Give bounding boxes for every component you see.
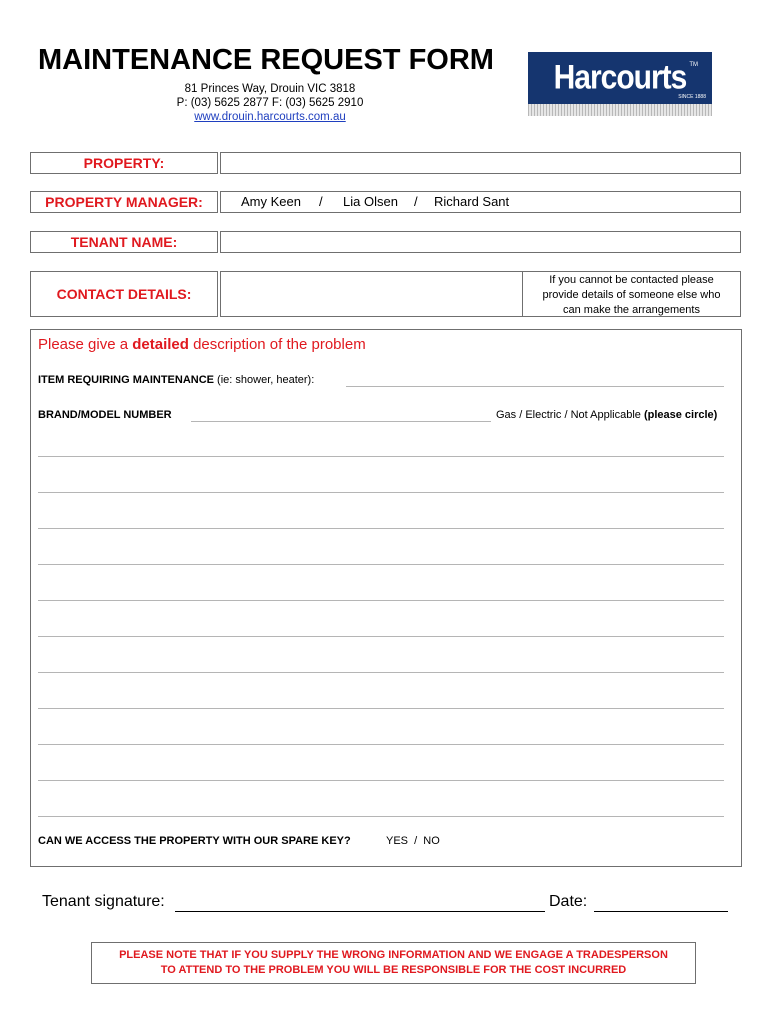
description-line[interactable] [38, 528, 724, 529]
fuel-hint: (please circle) [643, 409, 718, 421]
office-phone: P: (03) 5625 2877 F: (03) 5625 2910 [176, 97, 364, 109]
manager-option-amy[interactable]: Amy Keen [241, 194, 301, 209]
heading-prefix: Please give a [38, 336, 133, 353]
logo-stripes [528, 104, 712, 116]
office-address: 81 Princes Way, Drouin VIC 3818 [184, 83, 356, 95]
manager-separator: / [414, 194, 418, 209]
logo-wordmark: Harcourts [553, 58, 687, 97]
warning-line: TO ATTEND TO THE PROBLEM YOU WILL BE RESPONSIBLE FOR THE COST INCURRED [160, 964, 627, 976]
tenant-signature-line[interactable] [175, 911, 545, 912]
logo-trademark: TM [689, 62, 698, 68]
brand-model-label [38, 409, 172, 421]
property-manager-field[interactable] [220, 191, 741, 213]
description-section [30, 329, 742, 867]
contact-note-line: If you cannot be contacted please [549, 274, 714, 286]
description-line[interactable] [38, 816, 724, 817]
description-line[interactable] [38, 564, 724, 565]
tenant-name-label: TENANT NAME: [30, 231, 218, 253]
harcourts-logo [528, 52, 712, 104]
item-hint: (ie: shower, heater): [214, 374, 315, 386]
contact-note-line: provide details of someone else who [542, 289, 721, 301]
manager-option-richard[interactable]: Richard Sant [434, 194, 510, 209]
contact-note-line: can make the arrangements [563, 304, 700, 316]
form-title: MAINTENANCE REQUEST FORM [38, 44, 494, 76]
description-line[interactable] [38, 492, 724, 493]
brand-answer-line[interactable] [191, 421, 491, 422]
spare-key-options[interactable]: YES / NO [386, 835, 440, 847]
description-line[interactable] [38, 672, 724, 673]
item-requiring-label [38, 374, 314, 386]
contact-details-field[interactable] [220, 271, 523, 317]
heading-bold: detailed [132, 336, 189, 353]
description-line[interactable] [38, 744, 724, 745]
property-field[interactable] [220, 152, 741, 174]
logo-since: SINCE 1888 [678, 94, 706, 100]
description-heading [38, 336, 366, 353]
contact-details-label: CONTACT DETAILS: [30, 271, 218, 317]
item-answer-line[interactable] [346, 386, 724, 387]
brand-label: BRAND/MODEL NUMBER [38, 409, 172, 421]
tenant-signature-label: Tenant signature: [42, 893, 165, 910]
manager-separator: / [319, 194, 323, 209]
date-label: Date: [549, 893, 588, 910]
website-link[interactable]: www.drouin.harcourts.com.au [194, 111, 346, 123]
description-line[interactable] [38, 600, 724, 601]
fuel-options-text: Gas / Electric / Not Applicable [496, 409, 644, 421]
access-question: CAN WE ACCESS THE PROPERTY WITH OUR SPARE KEY? [38, 835, 351, 847]
description-line[interactable] [38, 708, 724, 709]
warning-line: PLEASE NOTE THAT IF YOU SUPPLY THE WRONG INFORMATION AND WE ENGAGE A TRADESPERSON [119, 949, 668, 961]
description-line[interactable] [38, 456, 724, 457]
tenant-name-field[interactable] [220, 231, 741, 253]
spare-key-question [38, 835, 351, 847]
property-label: PROPERTY: [30, 152, 218, 174]
contact-note [522, 271, 741, 317]
description-line[interactable] [38, 636, 724, 637]
manager-option-lia[interactable]: Lia Olsen [343, 194, 398, 209]
date-line[interactable] [594, 911, 728, 912]
liability-warning [91, 942, 696, 984]
heading-suffix: description of the problem [188, 336, 366, 353]
item-label: ITEM REQUIRING MAINTENANCE [38, 374, 214, 386]
fuel-type-options[interactable] [496, 409, 717, 421]
description-line[interactable] [38, 780, 724, 781]
property-manager-label: PROPERTY MANAGER: [30, 191, 218, 213]
